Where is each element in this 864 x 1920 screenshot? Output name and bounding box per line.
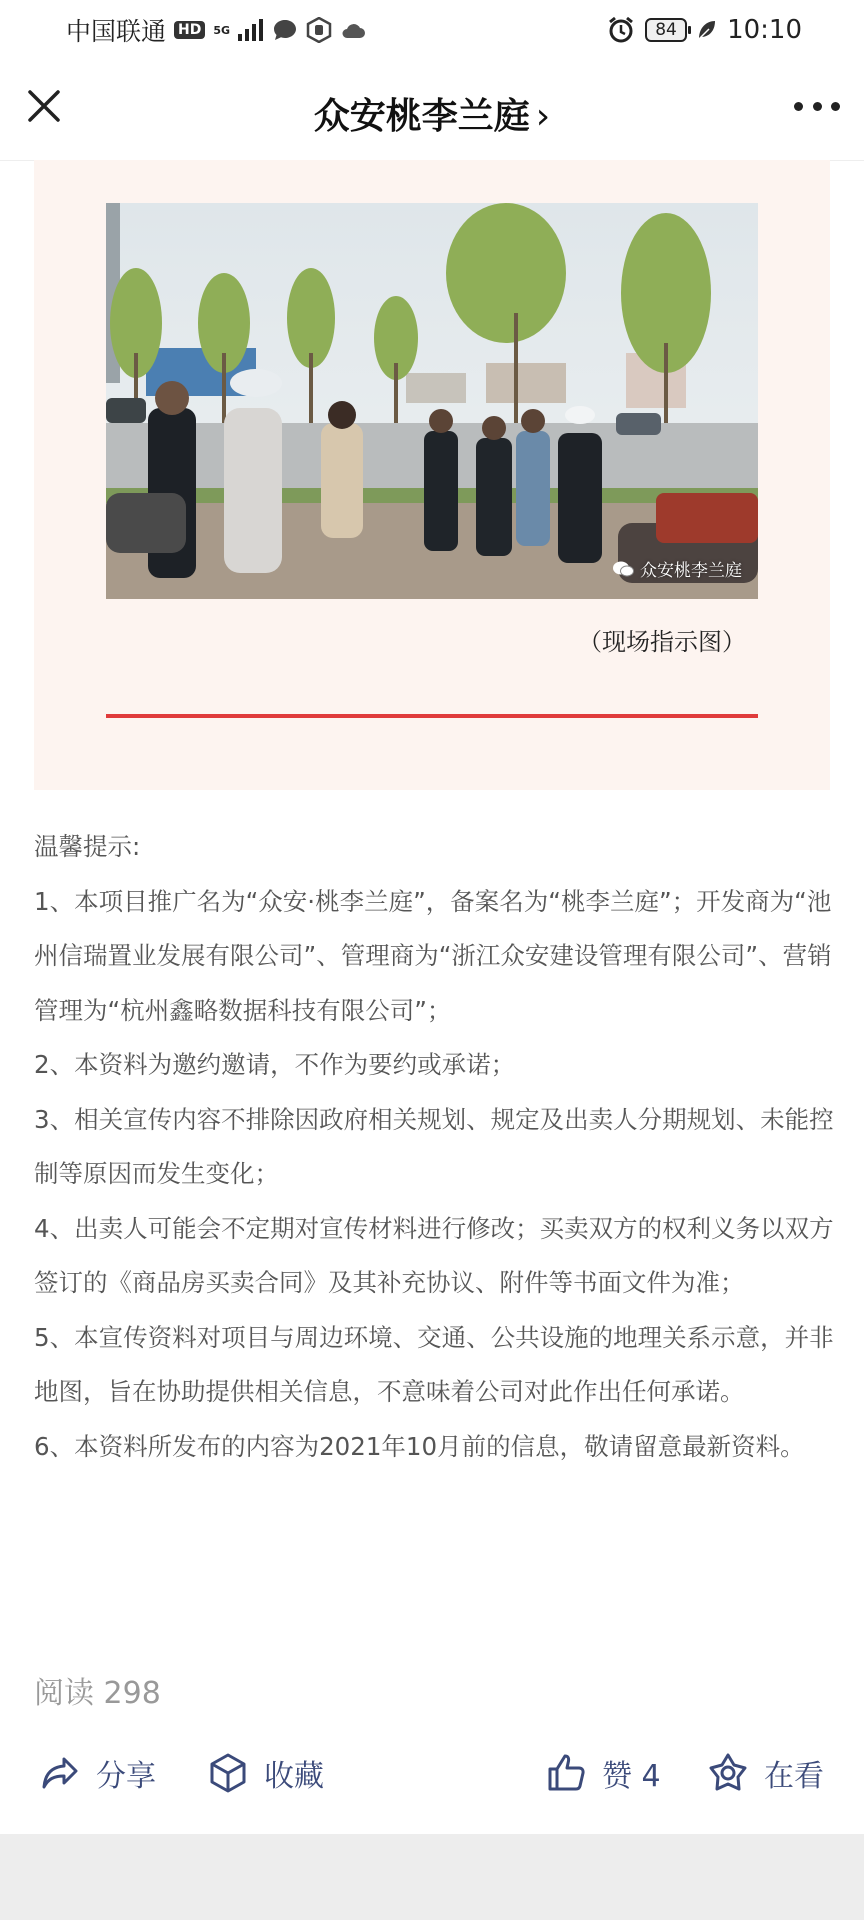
hd-badge: HD <box>174 21 205 39</box>
like-label: 赞 4 <box>602 1759 661 1794</box>
wechat-icon <box>612 560 634 578</box>
watching-button[interactable] <box>706 1748 824 1798</box>
bottom-panel <box>0 1834 864 1920</box>
favorite-button[interactable] <box>206 1748 324 1798</box>
leaf-icon <box>697 19 717 41</box>
note-item: 2、本资料为邀约邀请，不作为要约或承诺； <box>34 1050 516 1079</box>
photo-watermark: 众安桃李兰庭 <box>612 556 742 581</box>
status-left <box>66 12 366 48</box>
alarm-icon <box>607 16 635 44</box>
share-button[interactable] <box>38 1748 156 1798</box>
note-item: 6、本资料所发布的内容为2021年10月前的信息，敬请留意最新资料。 <box>34 1431 805 1461</box>
note-item: 1、本项目推广名为“众安·桃李兰庭”，备案名为“桃李兰庭”；开发商为“池州信瑞置业发展有限公司”、管理商为“浙江众安建设管理有限公司”、营销管理为“杭州鑫略数据科技有限公司”； <box>34 886 832 1025</box>
notes-section <box>34 820 834 1474</box>
note-item: 4、出卖人可能会不定期对宣传材料进行修改；买卖双方的权利义务以双方签订的《商品房买卖合同》及其补充协议、附件等书面文件为准； <box>34 1213 834 1297</box>
read-count: 阅读 298 <box>34 1676 161 1711</box>
site-photo[interactable] <box>106 203 758 599</box>
nav-bar <box>0 60 864 161</box>
status-right <box>607 12 802 48</box>
chevron-right-icon: › <box>535 96 551 137</box>
more-dot-icon <box>794 102 803 111</box>
share-label: 分享 <box>96 1759 156 1794</box>
more-button[interactable] <box>794 94 840 118</box>
hand-icon <box>306 17 332 43</box>
account-title-link[interactable] <box>0 88 864 139</box>
action-bar <box>0 1738 864 1812</box>
status-bar <box>0 0 864 60</box>
battery-indicator: 84 <box>645 18 687 42</box>
note-item: 3、相关宣传内容不排除因政府相关规划、规定及出卖人分期规划、未能控制等原因而发生变化； <box>34 1104 834 1188</box>
page-title: 众安桃李兰庭 <box>313 96 530 137</box>
network-type: 5G <box>213 23 231 37</box>
clock-time: 10:10 <box>727 15 802 45</box>
more-dot-icon <box>813 102 822 111</box>
message-icon <box>272 18 298 42</box>
carrier-name: 中国联通 <box>66 17 167 46</box>
cloud-icon <box>340 21 366 39</box>
divider-line <box>106 714 758 718</box>
photo-caption: （现场指示图） <box>578 628 746 656</box>
note-item: 5、本宣传资料对项目与周边环境、交通、公共设施的地理关系示意，并非地图，旨在协助提供相关信息，不意味着公司对此作出任何承诺。 <box>34 1322 834 1406</box>
thumbs-up-icon <box>544 1751 588 1795</box>
signal-icon <box>238 19 264 41</box>
more-dot-icon <box>831 102 840 111</box>
favorite-label: 收藏 <box>264 1759 324 1794</box>
flower-icon <box>706 1751 750 1795</box>
like-button[interactable] <box>544 1748 661 1798</box>
cube-icon <box>206 1751 250 1795</box>
notes-title: 温馨提示: <box>34 832 141 861</box>
watching-label: 在看 <box>764 1759 824 1794</box>
share-icon <box>38 1751 82 1795</box>
site-photo-image <box>106 203 758 599</box>
